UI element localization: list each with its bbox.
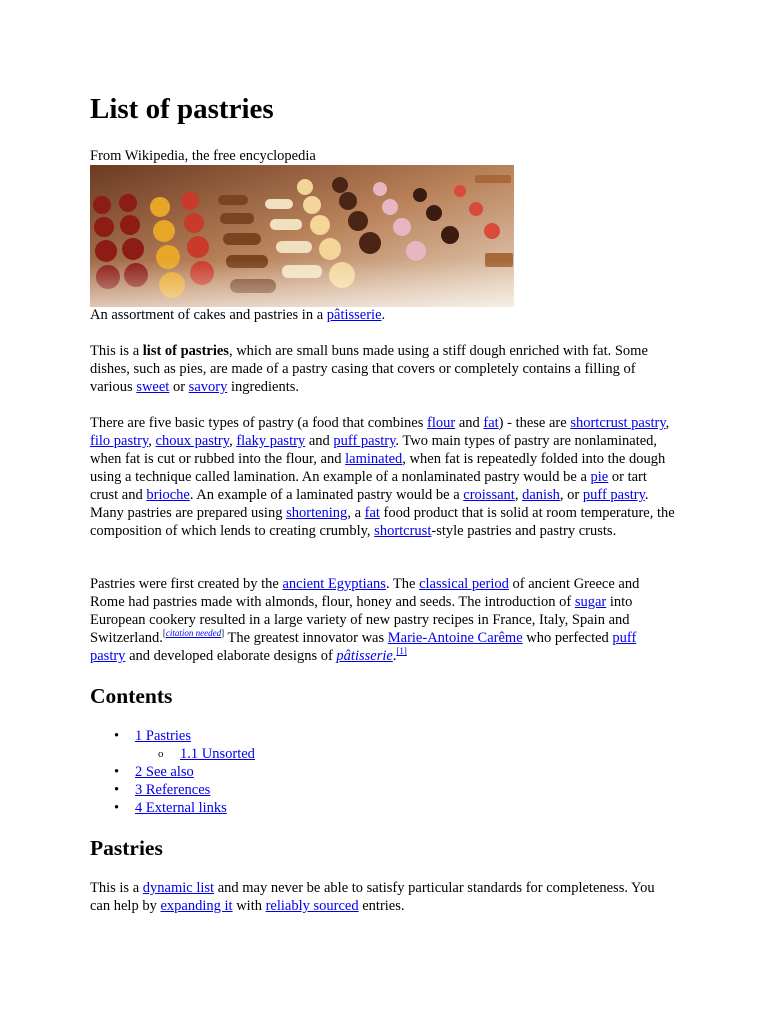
toc-pastries-link[interactable]: 1 Pastries [135,728,191,744]
pastries-heading: Pastries [90,836,163,860]
table-of-contents [90,727,255,817]
image-caption: An assortment of cakes and pastries in a pâtisserie. [90,307,386,323]
ancient-egyptians-link[interactable]: ancient Egyptians [282,576,386,592]
intro-paragraph: This is a list of pastries, which are small buns made using a stiff dough enriched with fat. Some dishes, such as pies, are made of a pastry casing that covers or completely contains a filling of various sweet or savory ingredients. [90,343,648,395]
croissant-link[interactable]: croissant [463,487,515,503]
flaky-pastry-link[interactable]: flaky pastry [236,433,306,449]
shortcrust-link[interactable]: shortcrust [374,523,432,539]
types-paragraph: There are five basic types of pastry (a food that combines flour and fat) - these are shortcrust pastry, filo pastry, choux pastry, flaky pastry and puff pastry. Two main types of pastry are nonlaminated, when fat is cut or rubbed into the flour, and laminated, when fat is repeatedly folded into the dough using a technique called lamination. An example of a nonlaminated pastry would be a pie or tart crust and brioche. An example of a laminated pastry would be a croissant, danish, or puff pastry. Many pastries are prepared using shortening, a fat food product that is solid at room temperature, the composition of which lends to creating crumbly, shortcrust-style pastries and pastry crusts. [90,415,675,539]
site-subtitle: From Wikipedia, the free encyclopedia [90,148,316,164]
dynamic-list-link[interactable]: dynamic list [142,880,215,896]
toc-item: • 4 External links [114,800,227,816]
sugar-link[interactable]: sugar [574,594,607,610]
toc-item: • 1 Pastries [114,728,191,744]
toc-see-also-link[interactable]: 2 See also [135,764,194,780]
history-paragraph: Pastries were first created by the ancient Egyptians. The classical period of ancient Greece and Rome had pastries made with almonds, flour, honey and seeds. The introduction of sugar into European cookery resulted in a large variety of new pastry recipes in France, Italy, Spain and Switzerland.[citation needed] The greatest innovator was Marie-Antoine Carême who perfected puff pastry and developed elaborate designs of pâtisserie.[1] [90,576,640,664]
pastries-photo[interactable] [90,165,514,307]
citation-needed-link[interactable]: citation needed [165,628,222,638]
toc-references-link[interactable]: 3 References [135,782,211,798]
shortcrust-pastry-link[interactable]: shortcrust pastry [570,415,666,431]
reference-1-link[interactable]: [1] [396,646,407,656]
citation-needed: [citation needed] [162,628,225,638]
flour-link[interactable]: flour [427,415,456,431]
contents-heading: Contents [90,684,173,708]
shortening-link[interactable]: shortening [286,505,348,521]
brioche-link[interactable]: brioche [146,487,190,503]
filo-pastry-link[interactable]: filo pastry [90,433,149,449]
fat-link-2[interactable]: fat [364,505,380,521]
toc-external-links-link[interactable]: 4 External links [135,800,227,816]
caption-patisserie-link[interactable]: pâtisserie [326,307,382,323]
pie-link[interactable]: pie [590,469,609,485]
toc-item: • 2 See also [114,764,194,780]
puff-pastry-link[interactable]: puff pastry [333,433,396,449]
sweet-link[interactable]: sweet [136,379,170,395]
pastries-photo-graphic [90,165,514,307]
savory-link[interactable]: savory [188,379,228,395]
danish-link[interactable]: danish [522,487,560,503]
laminated-link[interactable]: laminated [345,451,403,467]
classical-period-link[interactable]: classical period [419,576,509,592]
choux-pastry-link[interactable]: choux pastry [155,433,230,449]
patisserie-link[interactable]: pâtisserie [336,648,393,664]
toc-item: • 3 References [114,782,211,798]
expanding-it-link[interactable]: expanding it [160,898,233,914]
puff-pastry-link-3[interactable]: puff pastry [90,630,637,664]
reliably-sourced-link[interactable]: reliably sourced [265,898,359,914]
toc-unsorted-link[interactable]: 1.1 Unsorted [180,746,255,762]
fat-link[interactable]: fat [483,415,499,431]
puff-pastry-link-2[interactable]: puff pastry [582,487,645,503]
toc-item: o 1.1 Unsorted [158,746,255,762]
pastries-notice: This is a dynamic list and may never be able to satisfy particular standards for completeness. You can help by expanding it with reliably sourced entries. [90,880,655,914]
page-title: List of pastries [90,93,274,125]
careme-link[interactable]: Marie-Antoine Carême [387,630,523,646]
